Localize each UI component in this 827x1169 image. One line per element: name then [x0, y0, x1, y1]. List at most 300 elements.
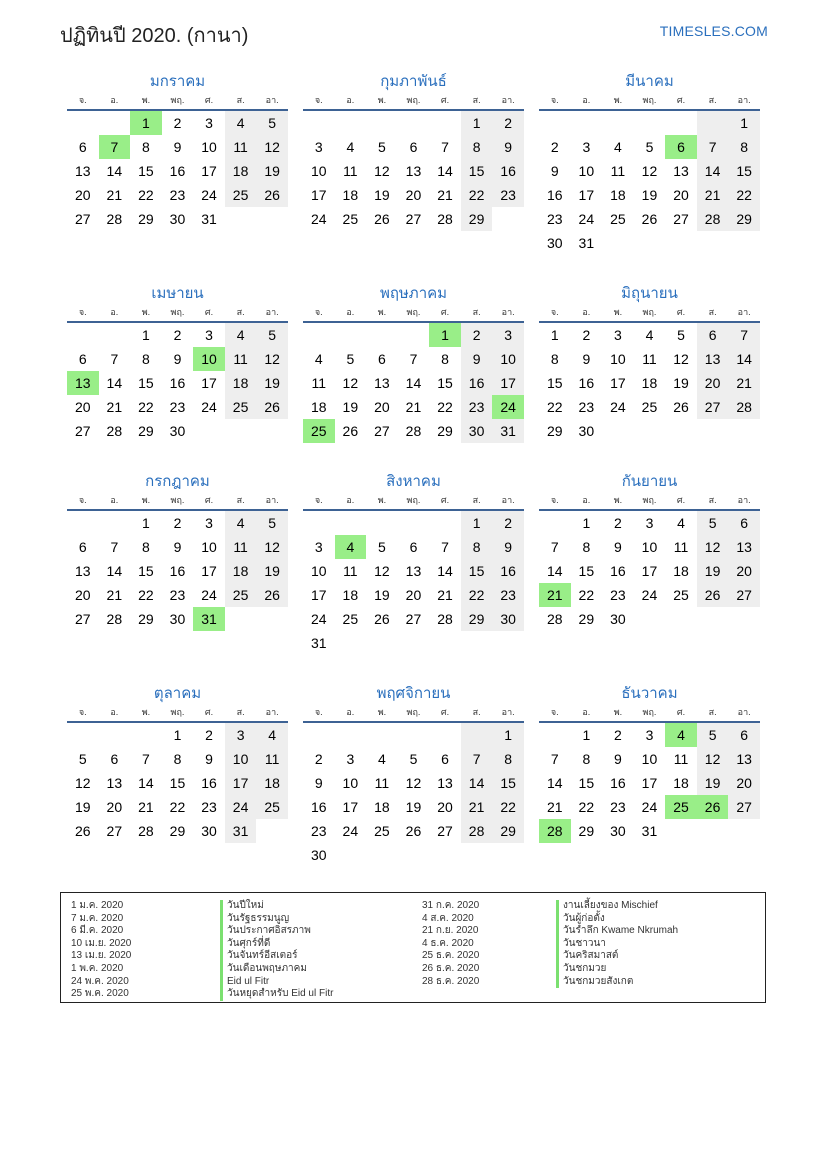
day-cell: 24 [201, 399, 217, 415]
day-cell: 9 [582, 351, 591, 367]
day-cell: 7 [441, 539, 449, 555]
day-cell: 1 [550, 327, 559, 343]
day-cell: 17 [641, 563, 658, 579]
month-name: มีนาคม [625, 73, 674, 90]
day-cell: 18 [225, 371, 257, 395]
weekday-label: พฤ. [406, 307, 421, 317]
empty-day-cell [634, 111, 666, 135]
day-cell: 15 [461, 159, 493, 183]
weekday-label: อา. [501, 495, 515, 505]
empty-day-cell [571, 111, 603, 135]
day-cell: 20 [374, 399, 390, 415]
empty-day-cell [539, 511, 571, 535]
weekday-label: จ. [550, 95, 559, 105]
weekday-label: อา. [737, 307, 751, 317]
weekday-label: อา. [737, 95, 751, 105]
weekday-label: จ. [314, 495, 323, 505]
empty-day-cell [539, 723, 571, 747]
day-cells [303, 723, 524, 867]
day-cell: 24 [578, 211, 595, 227]
day-cell: 30 [201, 823, 217, 839]
day-cell: 3 [582, 139, 591, 155]
day-cell: 22 [169, 799, 186, 815]
weekday-label: จ. [78, 495, 87, 505]
weekday-header [303, 93, 524, 111]
day-cell: 10 [492, 347, 524, 371]
day-cell: 29 [578, 823, 595, 839]
day-cell: 3 [645, 727, 654, 743]
day-cell: 5 [697, 511, 729, 535]
legend-holiday-name: วันชาวนา [556, 938, 678, 951]
day-cell: 11 [673, 539, 689, 555]
day-cell: 11 [225, 535, 257, 559]
day-cell: 15 [728, 159, 760, 183]
day-cell: 28 [106, 611, 123, 627]
day-cell: 15 [578, 563, 595, 579]
weekday-label: ศ. [676, 707, 686, 717]
empty-day-cell [665, 111, 697, 135]
weekday-label: ส. [708, 95, 717, 105]
day-cell: 16 [201, 775, 217, 791]
day-cell: 7 [550, 539, 559, 555]
month-block [303, 683, 524, 867]
weekday-label: ส. [472, 307, 481, 317]
day-cell: 18 [374, 799, 390, 815]
day-cell: 5 [78, 751, 87, 767]
day-cell: 28 [405, 423, 422, 439]
day-cell: 2 [614, 727, 622, 743]
day-cell: 27 [74, 611, 91, 627]
day-cell: 11 [374, 775, 390, 791]
day-cell: 10 [578, 163, 595, 179]
month-name: กรกฎาคม [145, 473, 210, 490]
day-cells [67, 323, 288, 443]
day-cell: 17 [225, 771, 257, 795]
site-brand-link[interactable]: TIMESLES.COM [659, 23, 768, 39]
day-cell: 5 [677, 327, 685, 343]
day-cell: 18 [673, 563, 689, 579]
day-cell: 30 [461, 419, 493, 443]
day-cells [67, 111, 288, 231]
day-cell: 12 [374, 563, 390, 579]
day-cell: 2 [550, 139, 559, 155]
day-cell: 19 [256, 371, 288, 395]
day-cell: 2 [314, 751, 323, 767]
legend-date: 10 เม.ย. 2020 [71, 937, 132, 949]
day-cell: 28 [138, 823, 154, 839]
legend-date: 26 ธ.ค. 2020 [422, 962, 480, 974]
month-block [303, 71, 524, 231]
day-cell: 15 [492, 771, 524, 795]
day-cell: 9 [492, 135, 524, 159]
weekday-label: จ. [314, 95, 323, 105]
day-cell: 5 [378, 539, 386, 555]
day-cell: 15 [437, 375, 453, 391]
day-cells [303, 111, 524, 231]
day-cell: 15 [138, 563, 154, 579]
weekday-header [539, 493, 760, 511]
day-cell: 24 [641, 587, 658, 603]
day-cell: 3 [645, 515, 654, 531]
holiday-legend [60, 892, 766, 1003]
day-cell: 2 [173, 327, 182, 343]
day-cell: 5 [378, 139, 386, 155]
empty-day-cell [67, 111, 99, 135]
holiday-day-cell: 31 [193, 607, 225, 631]
day-cell: 16 [461, 371, 493, 395]
day-cell: 13 [728, 535, 760, 559]
weekday-label: ศ. [440, 707, 450, 717]
day-cell: 23 [169, 399, 186, 415]
weekday-header [303, 305, 524, 323]
day-cell: 22 [437, 399, 453, 415]
day-cell: 30 [492, 607, 524, 631]
day-cell: 25 [374, 823, 390, 839]
day-cell: 10 [610, 351, 626, 367]
weekday-header [539, 93, 760, 111]
day-cell: 27 [728, 583, 760, 607]
day-cell: 10 [201, 539, 217, 555]
empty-day-cell [602, 111, 634, 135]
weekday-label: ส. [472, 707, 481, 717]
day-cell: 12 [74, 775, 91, 791]
day-cell: 26 [342, 423, 359, 439]
day-cell: 14 [437, 563, 453, 579]
day-cell: 30 [169, 611, 186, 627]
day-cell: 23 [578, 399, 595, 415]
day-cell: 25 [225, 183, 257, 207]
day-cell: 6 [409, 539, 418, 555]
day-cell: 4 [677, 515, 685, 531]
day-cell: 1 [142, 327, 150, 343]
day-cell: 19 [74, 799, 91, 815]
day-cell: 2 [492, 111, 524, 135]
legend-date: 4 ธ.ค. 2020 [422, 937, 474, 949]
day-cell: 24 [201, 587, 217, 603]
day-cell: 15 [461, 559, 493, 583]
day-cell: 28 [106, 211, 123, 227]
day-cell: 6 [378, 351, 386, 367]
day-cell: 17 [310, 587, 327, 603]
day-cell: 8 [550, 351, 559, 367]
day-cell: 25 [673, 587, 689, 603]
weekday-header [67, 305, 288, 323]
day-cell: 30 [610, 611, 626, 627]
day-cell: 30 [169, 423, 186, 439]
day-cell: 25 [225, 395, 257, 419]
day-cell: 9 [550, 163, 559, 179]
day-cell: 20 [74, 399, 91, 415]
day-cell: 1 [142, 515, 150, 531]
legend-date: 28 ธ.ค. 2020 [422, 975, 480, 987]
empty-day-cell [398, 111, 430, 135]
day-cells [539, 723, 760, 843]
legend-dates-right [422, 900, 479, 988]
day-cell: 12 [697, 535, 729, 559]
month-block [303, 283, 524, 443]
day-cell: 13 [74, 563, 91, 579]
day-cell: 19 [697, 771, 729, 795]
holiday-day-cell: 4 [335, 535, 367, 559]
day-cell: 17 [201, 375, 217, 391]
weekday-label: ส. [236, 307, 245, 317]
day-cell: 14 [437, 163, 453, 179]
day-cell: 2 [614, 515, 622, 531]
weekday-label: ส. [708, 707, 717, 717]
day-cell: 19 [374, 587, 390, 603]
weekday-label: อ. [346, 707, 355, 717]
weekday-label: พฤ. [406, 495, 421, 505]
day-cell: 9 [205, 751, 213, 767]
legend-holiday-name: วันรำลึก Kwame Nkrumah [556, 925, 678, 938]
empty-day-cell [697, 111, 729, 135]
day-cell: 30 [610, 823, 626, 839]
day-cell: 1 [492, 723, 524, 747]
day-cell: 6 [697, 323, 729, 347]
weekday-label: พ. [613, 707, 623, 717]
day-cell: 14 [546, 775, 563, 791]
day-cell: 17 [310, 187, 327, 203]
day-cell: 27 [374, 423, 390, 439]
day-cell: 27 [74, 211, 91, 227]
day-cell: 12 [256, 347, 288, 371]
weekday-label: พฤ. [642, 307, 657, 317]
legend-date: 6 มี.ค. 2020 [71, 925, 124, 937]
day-cell: 27 [405, 611, 422, 627]
day-cell: 22 [138, 187, 154, 203]
day-cell: 4 [378, 751, 386, 767]
weekday-label: พ. [141, 495, 151, 505]
day-cell: 21 [138, 799, 154, 815]
empty-day-cell [366, 511, 398, 535]
day-cell: 4 [314, 351, 323, 367]
empty-day-cell [429, 723, 461, 747]
day-cell: 29 [492, 819, 524, 843]
day-cell: 19 [641, 187, 658, 203]
day-cell: 17 [641, 775, 658, 791]
weekday-label: พ. [613, 495, 623, 505]
day-cell: 13 [106, 775, 123, 791]
weekday-label: พ. [377, 307, 387, 317]
holiday-day-cell: 21 [539, 583, 571, 607]
day-cell: 19 [697, 559, 729, 583]
day-cell: 13 [673, 163, 689, 179]
day-cell: 13 [697, 347, 729, 371]
weekday-label: อ. [110, 495, 119, 505]
month-name: เมษายน [151, 285, 204, 302]
day-cell: 21 [106, 187, 123, 203]
empty-day-cell [335, 723, 367, 747]
day-cell: 3 [314, 139, 323, 155]
day-cell: 15 [546, 375, 563, 391]
day-cell: 28 [106, 423, 123, 439]
day-cell: 4 [225, 511, 257, 535]
day-cell: 1 [461, 511, 493, 535]
day-cell: 3 [492, 323, 524, 347]
day-cell: 26 [641, 211, 658, 227]
day-cell: 8 [492, 747, 524, 771]
weekday-label: อ. [110, 95, 119, 105]
day-cell: 23 [201, 799, 217, 815]
day-cell: 17 [201, 563, 217, 579]
day-cell: 13 [728, 747, 760, 771]
day-cell: 5 [645, 139, 654, 155]
legend-holiday-name: วันชกมวยสังเกต [556, 976, 678, 989]
weekday-label: ศ. [676, 495, 686, 505]
day-cell: 3 [314, 539, 323, 555]
weekday-label: พฤ. [170, 495, 185, 505]
day-cell: 7 [110, 539, 119, 555]
weekday-label: อา. [265, 495, 279, 505]
day-cell: 27 [437, 823, 453, 839]
weekday-label: จ. [78, 95, 87, 105]
day-cell: 26 [74, 823, 91, 839]
legend-holiday-name: วันเดือนพฤษภาคม [220, 963, 333, 976]
weekday-label: อา. [265, 307, 279, 317]
empty-day-cell [99, 723, 131, 747]
empty-day-cell [398, 323, 430, 347]
weekday-label: พฤ. [642, 707, 657, 717]
day-cell: 6 [110, 751, 119, 767]
day-cell: 5 [697, 723, 729, 747]
month-block [539, 71, 760, 255]
weekday-label: อ. [582, 707, 591, 717]
day-cell: 21 [106, 399, 123, 415]
day-cell: 7 [728, 323, 760, 347]
legend-names-right [556, 900, 678, 988]
day-cell: 23 [610, 799, 626, 815]
day-cell: 30 [169, 211, 186, 227]
day-cell: 12 [342, 375, 359, 391]
day-cell: 23 [546, 211, 563, 227]
day-cell: 31 [578, 235, 595, 251]
day-cell: 10 [225, 747, 257, 771]
day-cell: 9 [614, 751, 622, 767]
legend-holiday-name: วันคริสมาสต์ [556, 950, 678, 963]
empty-day-cell [398, 723, 430, 747]
day-cell: 5 [409, 751, 418, 767]
day-cell: 16 [610, 563, 626, 579]
weekday-label: ส. [236, 495, 245, 505]
weekday-label: พฤ. [170, 307, 185, 317]
day-cell: 8 [142, 139, 150, 155]
day-cell: 16 [169, 563, 186, 579]
day-cell: 14 [546, 563, 563, 579]
day-cell: 9 [614, 539, 622, 555]
day-cell: 29 [437, 423, 453, 439]
day-cell: 4 [256, 723, 288, 747]
day-cells [539, 511, 760, 631]
day-cells [67, 723, 288, 843]
day-cell: 17 [492, 371, 524, 395]
day-cell: 19 [405, 799, 422, 815]
month-name: มิถุนายน [621, 285, 678, 302]
weekday-label: ส. [708, 307, 717, 317]
empty-day-cell [67, 323, 99, 347]
month-name: พฤษภาคม [379, 285, 448, 302]
weekday-label: พฤ. [406, 95, 421, 105]
day-cell: 16 [492, 159, 524, 183]
day-cell: 24 [225, 795, 257, 819]
day-cell: 15 [138, 163, 154, 179]
day-cell: 18 [641, 375, 658, 391]
day-cell: 3 [205, 327, 213, 343]
day-cell: 27 [74, 423, 91, 439]
weekday-header [539, 705, 760, 723]
weekday-label: ส. [472, 495, 481, 505]
day-cell: 3 [205, 515, 213, 531]
day-cell: 31 [225, 819, 257, 843]
day-cell: 28 [546, 611, 563, 627]
day-cell: 29 [546, 423, 563, 439]
day-cell: 26 [697, 583, 729, 607]
weekday-label: จ. [550, 307, 559, 317]
empty-day-cell [67, 511, 99, 535]
day-cell: 2 [205, 727, 213, 743]
day-cell: 26 [256, 395, 288, 419]
day-cell: 2 [461, 323, 493, 347]
legend-holiday-name: วันประกาศอิสรภาพ [220, 925, 333, 938]
day-cell: 12 [697, 747, 729, 771]
legend-dates-left [71, 900, 131, 1001]
holiday-day-cell: 26 [697, 795, 729, 819]
month-name: พฤศจิกายน [376, 685, 451, 702]
day-cell: 7 [409, 351, 418, 367]
legend-holiday-name: วันหยุดสำหรับ Eid ul Fitr [220, 988, 333, 1001]
empty-day-cell [67, 723, 99, 747]
day-cell: 23 [610, 587, 626, 603]
day-cell: 3 [614, 327, 622, 343]
day-cell: 25 [225, 583, 257, 607]
day-cell: 6 [441, 751, 449, 767]
day-cell: 22 [578, 587, 595, 603]
weekday-header [303, 705, 524, 723]
day-cell: 7 [697, 135, 729, 159]
day-cell: 27 [673, 211, 689, 227]
day-cell: 12 [374, 163, 390, 179]
legend-holiday-name: Eid ul Fitr [220, 976, 333, 989]
weekday-label: พ. [141, 95, 151, 105]
day-cell: 20 [437, 799, 453, 815]
day-cells [539, 111, 760, 255]
weekday-label: ศ. [440, 95, 450, 105]
legend-holiday-name: วันชกมวย [556, 963, 678, 976]
day-cell: 23 [492, 583, 524, 607]
day-cell: 27 [697, 395, 729, 419]
month-block [539, 683, 760, 843]
day-cell: 19 [256, 559, 288, 583]
weekday-label: จ. [78, 307, 87, 317]
legend-date: 31 ก.ค. 2020 [422, 900, 480, 911]
day-cell: 8 [582, 539, 591, 555]
day-cell: 24 [641, 799, 658, 815]
weekday-label: จ. [78, 707, 87, 717]
day-cell: 18 [310, 399, 327, 415]
day-cell: 1 [582, 515, 591, 531]
month-name: ตุลาคม [153, 685, 202, 702]
day-cell: 5 [346, 351, 355, 367]
day-cell: 9 [173, 539, 182, 555]
day-cell: 29 [138, 423, 154, 439]
day-cell: 14 [138, 775, 154, 791]
month-block [67, 683, 288, 843]
day-cell: 7 [142, 751, 150, 767]
day-cell: 17 [578, 187, 595, 203]
day-cell: 9 [492, 535, 524, 559]
day-cell: 10 [310, 563, 327, 579]
day-cell: 8 [142, 351, 150, 367]
day-cell: 5 [256, 111, 288, 135]
